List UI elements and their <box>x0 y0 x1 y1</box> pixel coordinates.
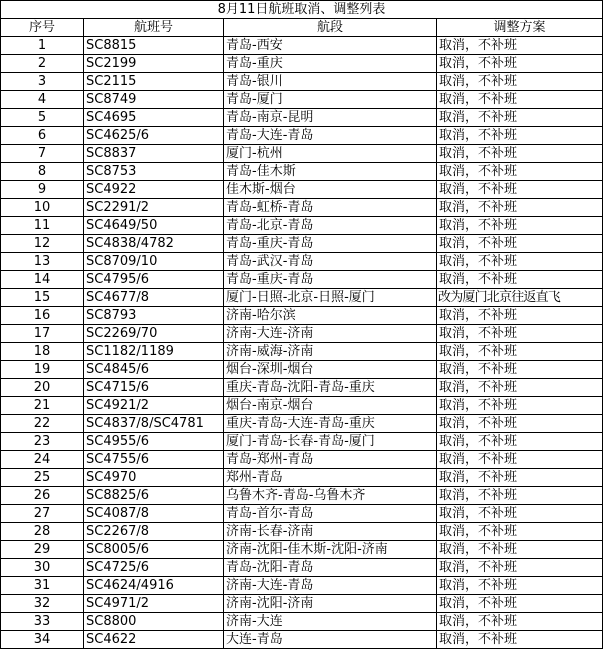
cell-plan: 取消，不补班 <box>437 271 603 289</box>
cell-flight: SC4625/6 <box>84 127 224 145</box>
header-no: 序号 <box>1 19 84 37</box>
cell-plan: 取消，不补班 <box>437 91 603 109</box>
table-row <box>1 379 603 397</box>
cell-flight: SC4845/6 <box>84 361 224 379</box>
cell-flight: SC2269/70 <box>84 325 224 343</box>
table-row <box>1 361 603 379</box>
table-row <box>1 199 603 217</box>
cell-plan: 取消，不补班 <box>437 433 603 451</box>
cell-plan: 取消，不补班 <box>437 109 603 127</box>
cell-no: 11 <box>1 217 84 235</box>
cell-plan: 改为厦门北京往返直飞 <box>437 289 603 307</box>
table-row <box>1 541 603 559</box>
cell-no: 14 <box>1 271 84 289</box>
cell-flight: SC8800 <box>84 613 224 631</box>
cell-flight: SC8793 <box>84 307 224 325</box>
cell-plan: 取消，不补班 <box>437 361 603 379</box>
cell-route: 厦门-日照-北京-日照-厦门 <box>224 289 437 307</box>
table-row <box>1 253 603 271</box>
table-title: 8月11日航班取消、调整列表 <box>1 1 603 19</box>
cell-flight: SC2267/8 <box>84 523 224 541</box>
cell-route: 青岛-首尔-青岛 <box>224 505 437 523</box>
cell-route: 济南-大连-青岛 <box>224 577 437 595</box>
table-row <box>1 55 603 73</box>
cell-route: 青岛-佳木斯 <box>224 163 437 181</box>
table-row <box>1 433 603 451</box>
cell-no: 8 <box>1 163 84 181</box>
table-row <box>1 415 603 433</box>
cell-flight: SC4971/2 <box>84 595 224 613</box>
cell-plan: 取消，不补班 <box>437 145 603 163</box>
table-row <box>1 235 603 253</box>
table-row <box>1 523 603 541</box>
cell-flight: SC8749 <box>84 91 224 109</box>
cell-no: 20 <box>1 379 84 397</box>
cell-plan: 取消，不补班 <box>437 469 603 487</box>
cell-flight: SC8825/6 <box>84 487 224 505</box>
cell-plan: 取消，不补班 <box>437 415 603 433</box>
cell-route: 大连-青岛 <box>224 631 437 649</box>
table-row <box>1 109 603 127</box>
cell-no: 22 <box>1 415 84 433</box>
cell-route: 青岛-重庆 <box>224 55 437 73</box>
cell-flight: SC4649/50 <box>84 217 224 235</box>
cell-route: 厦门-青岛-长春-青岛-厦门 <box>224 433 437 451</box>
table-row <box>1 505 603 523</box>
cell-no: 17 <box>1 325 84 343</box>
cell-plan: 取消，不补班 <box>437 343 603 361</box>
cell-plan: 取消，不补班 <box>437 397 603 415</box>
cell-plan: 取消，不补班 <box>437 523 603 541</box>
cell-route: 青岛-北京-青岛 <box>224 217 437 235</box>
cell-route: 青岛-重庆-青岛 <box>224 271 437 289</box>
cell-flight: SC4624/4916 <box>84 577 224 595</box>
cell-route: 青岛-西安 <box>224 37 437 55</box>
cell-no: 32 <box>1 595 84 613</box>
cell-no: 6 <box>1 127 84 145</box>
cell-route: 青岛-南京-昆明 <box>224 109 437 127</box>
cell-plan: 取消，不补班 <box>437 631 603 649</box>
header-plan: 调整方案 <box>437 19 603 37</box>
cell-flight: SC4677/8 <box>84 289 224 307</box>
cell-plan: 取消，不补班 <box>437 181 603 199</box>
cell-flight: SC1182/1189 <box>84 343 224 361</box>
cell-flight: SC4955/6 <box>84 433 224 451</box>
cell-plan: 取消，不补班 <box>437 595 603 613</box>
table-row <box>1 127 603 145</box>
cell-no: 7 <box>1 145 84 163</box>
cell-flight: SC4725/6 <box>84 559 224 577</box>
cell-no: 5 <box>1 109 84 127</box>
cell-flight: SC8815 <box>84 37 224 55</box>
cell-route: 青岛-武汉-青岛 <box>224 253 437 271</box>
cell-no: 1 <box>1 37 84 55</box>
table-row <box>1 217 603 235</box>
cell-route: 佳木斯-烟台 <box>224 181 437 199</box>
cell-route: 乌鲁木齐-青岛-乌鲁木齐 <box>224 487 437 505</box>
cell-route: 重庆-青岛-沈阳-青岛-重庆 <box>224 379 437 397</box>
table-row <box>1 487 603 505</box>
cell-route: 济南-威海-济南 <box>224 343 437 361</box>
cell-flight: SC4970 <box>84 469 224 487</box>
cell-plan: 取消，不补班 <box>437 235 603 253</box>
cell-plan: 取消，不补班 <box>437 487 603 505</box>
table-row <box>1 37 603 55</box>
table-row <box>1 577 603 595</box>
cell-flight: SC2291/2 <box>84 199 224 217</box>
cell-flight: SC2115 <box>84 73 224 91</box>
cell-route: 烟台-南京-烟台 <box>224 397 437 415</box>
cell-no: 19 <box>1 361 84 379</box>
cell-no: 9 <box>1 181 84 199</box>
cell-route: 郑州-青岛 <box>224 469 437 487</box>
cell-plan: 取消，不补班 <box>437 559 603 577</box>
cell-flight: SC4837/8/SC4781 <box>84 415 224 433</box>
cell-flight: SC8709/10 <box>84 253 224 271</box>
cell-no: 28 <box>1 523 84 541</box>
cell-plan: 取消，不补班 <box>437 613 603 631</box>
cell-plan: 取消，不补班 <box>437 199 603 217</box>
cell-plan: 取消，不补班 <box>437 73 603 91</box>
cell-plan: 取消，不补班 <box>437 577 603 595</box>
cell-route: 青岛-虹桥-青岛 <box>224 199 437 217</box>
cell-plan: 取消，不补班 <box>437 127 603 145</box>
cell-no: 10 <box>1 199 84 217</box>
cell-route: 济南-哈尔滨 <box>224 307 437 325</box>
cell-flight: SC4795/6 <box>84 271 224 289</box>
cell-plan: 取消，不补班 <box>437 505 603 523</box>
table-row <box>1 343 603 361</box>
cell-flight: SC8753 <box>84 163 224 181</box>
cell-plan: 取消，不补班 <box>437 541 603 559</box>
table-row <box>1 451 603 469</box>
cell-route: 青岛-重庆-青岛 <box>224 235 437 253</box>
cell-flight: SC4838/4782 <box>84 235 224 253</box>
cell-route: 青岛-银川 <box>224 73 437 91</box>
cell-flight: SC8005/6 <box>84 541 224 559</box>
table-row <box>1 325 603 343</box>
cell-flight: SC4755/6 <box>84 451 224 469</box>
table-row <box>1 181 603 199</box>
cell-route: 青岛-厦门 <box>224 91 437 109</box>
cell-flight: SC4922 <box>84 181 224 199</box>
cell-route: 重庆-青岛-大连-青岛-重庆 <box>224 415 437 433</box>
cell-no: 25 <box>1 469 84 487</box>
table-row <box>1 289 603 307</box>
cell-route: 济南-大连-济南 <box>224 325 437 343</box>
cell-plan: 取消，不补班 <box>437 217 603 235</box>
cell-flight: SC4087/8 <box>84 505 224 523</box>
cell-flight: SC4715/6 <box>84 379 224 397</box>
cell-plan: 取消，不补班 <box>437 163 603 181</box>
cell-no: 27 <box>1 505 84 523</box>
cell-route: 济南-沈阳-佳木斯-沈阳-济南 <box>224 541 437 559</box>
cell-plan: 取消，不补班 <box>437 379 603 397</box>
cell-no: 12 <box>1 235 84 253</box>
header-row <box>1 19 603 37</box>
cell-no: 30 <box>1 559 84 577</box>
cell-route: 青岛-大连-青岛 <box>224 127 437 145</box>
cell-route: 济南-沈阳-济南 <box>224 595 437 613</box>
table-row <box>1 631 603 649</box>
table-row <box>1 307 603 325</box>
cell-plan: 取消，不补班 <box>437 253 603 271</box>
cell-plan: 取消，不补班 <box>437 55 603 73</box>
cell-no: 15 <box>1 289 84 307</box>
cell-no: 26 <box>1 487 84 505</box>
cell-no: 24 <box>1 451 84 469</box>
table-row <box>1 559 603 577</box>
cell-no: 23 <box>1 433 84 451</box>
cell-plan: 取消，不补班 <box>437 37 603 55</box>
cell-no: 31 <box>1 577 84 595</box>
cell-route: 青岛-郑州-青岛 <box>224 451 437 469</box>
table-row <box>1 613 603 631</box>
table-row <box>1 271 603 289</box>
cell-route: 厦门-杭州 <box>224 145 437 163</box>
table-row <box>1 595 603 613</box>
cell-flight: SC4921/2 <box>84 397 224 415</box>
cell-route: 济南-长春-济南 <box>224 523 437 541</box>
cell-route: 济南-大连 <box>224 613 437 631</box>
cell-flight: SC4622 <box>84 631 224 649</box>
header-flight: 航班号 <box>84 19 224 37</box>
cell-route: 青岛-沈阳-青岛 <box>224 559 437 577</box>
cell-no: 2 <box>1 55 84 73</box>
header-route: 航段 <box>224 19 437 37</box>
table-row <box>1 73 603 91</box>
cell-no: 13 <box>1 253 84 271</box>
table-row <box>1 145 603 163</box>
cell-no: 18 <box>1 343 84 361</box>
cell-flight: SC8837 <box>84 145 224 163</box>
cell-no: 29 <box>1 541 84 559</box>
cell-no: 16 <box>1 307 84 325</box>
cell-plan: 取消，不补班 <box>437 307 603 325</box>
cell-no: 34 <box>1 631 84 649</box>
table-row <box>1 397 603 415</box>
cell-flight: SC2199 <box>84 55 224 73</box>
table-row <box>1 163 603 181</box>
cell-flight: SC4695 <box>84 109 224 127</box>
cell-no: 33 <box>1 613 84 631</box>
cell-plan: 取消，不补班 <box>437 451 603 469</box>
cell-no: 3 <box>1 73 84 91</box>
cell-no: 4 <box>1 91 84 109</box>
table-row <box>1 469 603 487</box>
cell-route: 烟台-深圳-烟台 <box>224 361 437 379</box>
cell-plan: 取消，不补班 <box>437 325 603 343</box>
table-row <box>1 91 603 109</box>
cell-no: 21 <box>1 397 84 415</box>
title-row <box>1 1 603 19</box>
